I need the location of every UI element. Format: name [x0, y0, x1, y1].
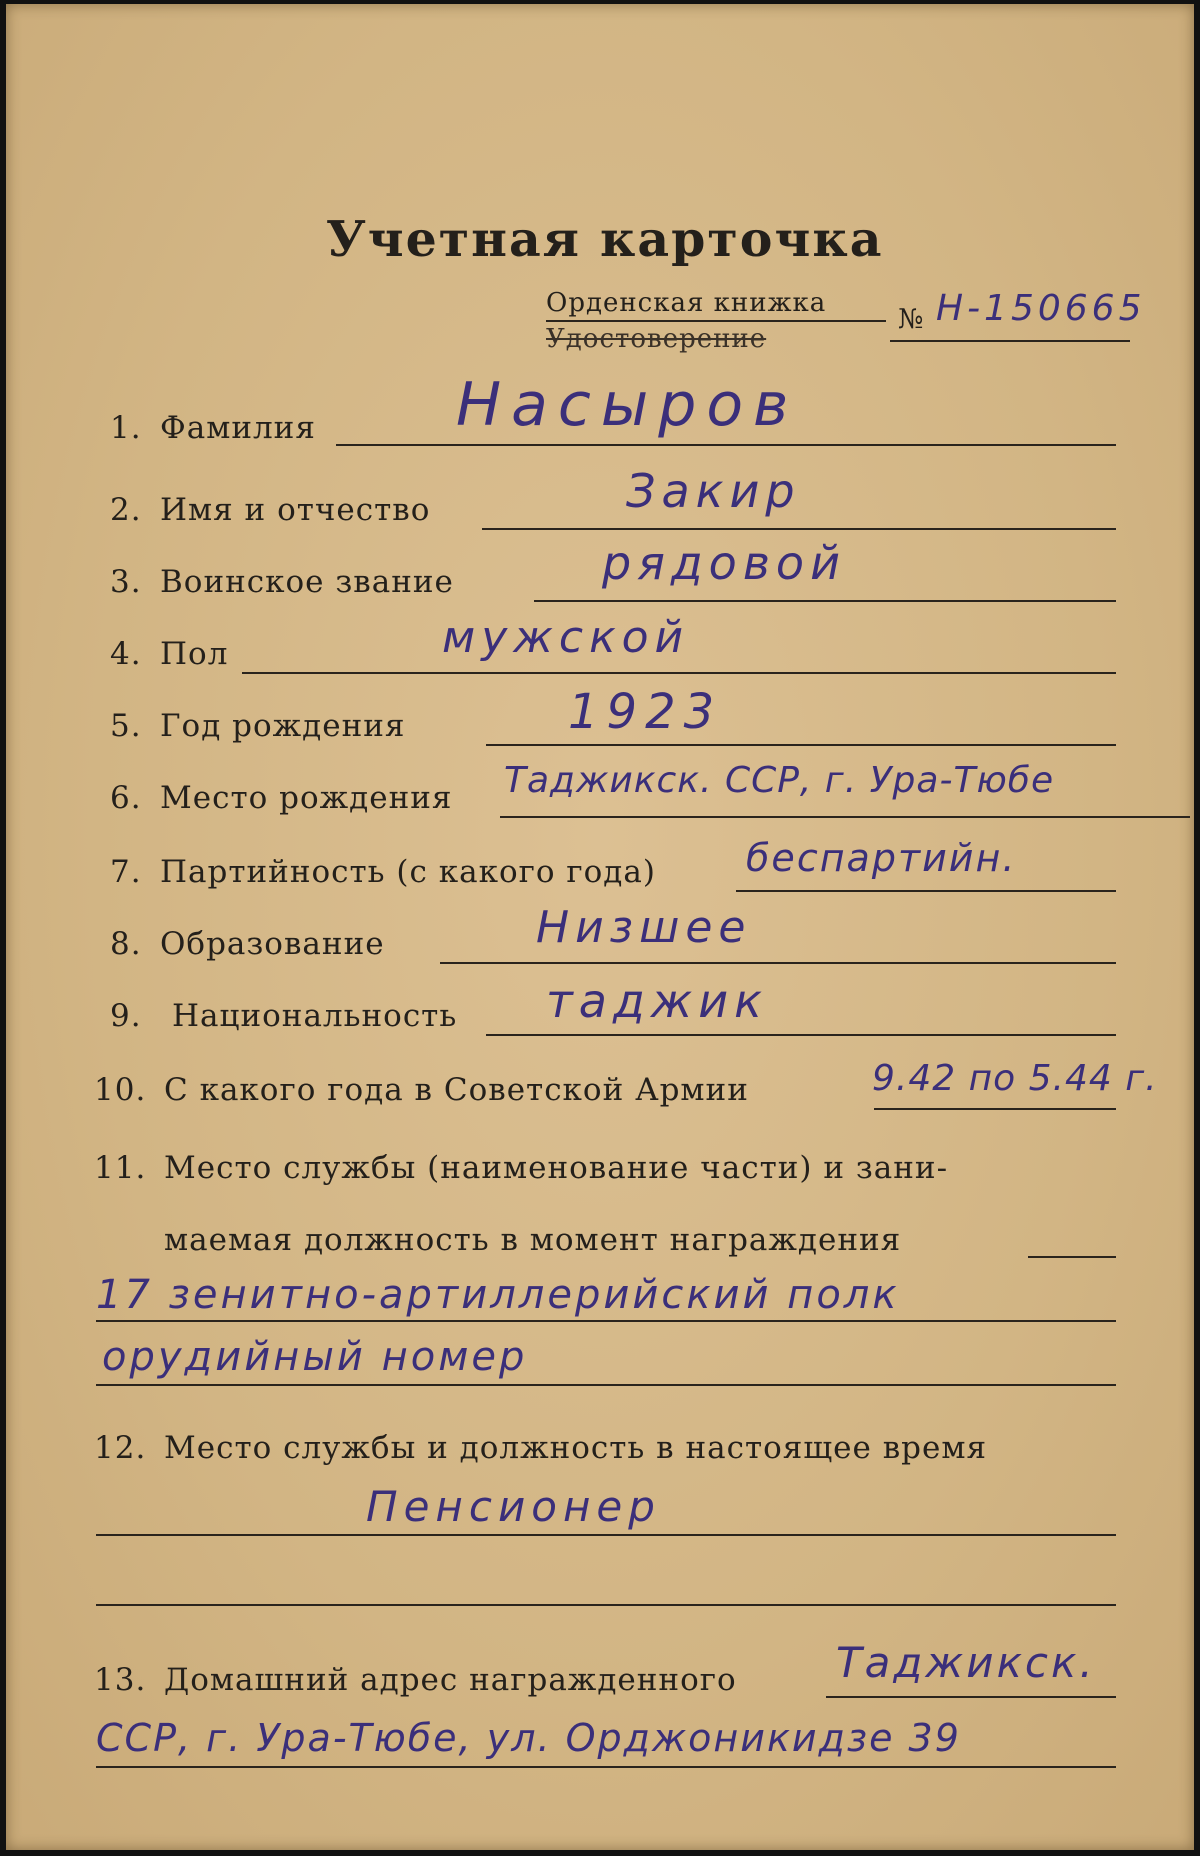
- field-num: 12.: [94, 1430, 147, 1466]
- field-value-surname: Насыров: [456, 370, 799, 440]
- field-label: Пол: [160, 636, 229, 672]
- number-underline: [890, 340, 1130, 342]
- field-underline: [1028, 1256, 1116, 1258]
- field-value-army-since: 9.42 по 5.44 г.: [872, 1058, 1158, 1099]
- field-label: Фамилия: [160, 410, 316, 446]
- field-label: Домашний адрес награжденного: [164, 1662, 737, 1698]
- field-label: Образование: [160, 926, 385, 962]
- field-underline: [96, 1766, 1116, 1768]
- field-underline: [96, 1534, 1116, 1536]
- field-label: Имя и отчество: [160, 492, 431, 528]
- booklet-underline: [546, 320, 886, 322]
- field-value-address-line1: Таджикск.: [836, 1638, 1096, 1687]
- field-num: 5.: [110, 708, 142, 744]
- field-underline: [486, 1034, 1116, 1036]
- field-num: 3.: [110, 564, 142, 600]
- field-num: 1.: [110, 410, 142, 446]
- field-label: Воинское звание: [160, 564, 454, 600]
- field-value-birth-year: 1923: [568, 684, 723, 740]
- field-underline: [96, 1604, 1116, 1606]
- field-label-line1: Место службы (наименование части) и зани-: [164, 1150, 949, 1186]
- field-value-address-line2: ССР, г. Ура-Тюбе, ул. Орджоникидзе 39: [96, 1716, 961, 1760]
- field-label: С какого года в Советской Армии: [164, 1072, 749, 1108]
- field-underline: [440, 962, 1116, 964]
- field-row-birth-place: [6, 760, 1194, 836]
- field-value-name: Закир: [626, 464, 801, 518]
- field-underline: [242, 672, 1116, 674]
- field-value-rank: рядовой: [602, 536, 846, 590]
- field-num: 10.: [94, 1072, 147, 1108]
- field-value-position: орудийный номер: [102, 1334, 528, 1380]
- field-value-party: беспартийн.: [746, 836, 1017, 880]
- field-label-line2: маемая должность в момент награждения: [164, 1222, 902, 1258]
- field-row-nationality: [6, 974, 1194, 1054]
- record-card: [6, 4, 1194, 1850]
- field-row-party: [6, 838, 1194, 908]
- field-underline: [482, 528, 1116, 530]
- field-label: Национальность: [172, 998, 458, 1034]
- field-underline: [534, 600, 1116, 602]
- field-num: 2.: [110, 492, 142, 528]
- field-num: 11.: [94, 1150, 147, 1186]
- number-sign: №: [898, 304, 924, 335]
- field-label: Партийность (с какого года): [160, 854, 656, 890]
- field-row-army-since: [6, 1058, 1194, 1128]
- field-value-current-service: Пенсионер: [366, 1482, 661, 1531]
- field-row-name: [6, 464, 1194, 544]
- field-num: 9.: [110, 998, 142, 1034]
- field-num: 7.: [110, 854, 142, 890]
- field-value-education: Низшее: [536, 902, 752, 953]
- booklet-label: Орденская книжка: [546, 288, 827, 318]
- field-row-sex: [6, 612, 1194, 690]
- field-num: 8.: [110, 926, 142, 962]
- field-row-service-at-award: [6, 1138, 1194, 1398]
- field-row-education: [6, 902, 1194, 980]
- field-label: Год рождения: [160, 708, 406, 744]
- field-value-birth-place: Таджикск. ССР, г. Ура-Тюбе: [504, 760, 1055, 801]
- field-underline: [96, 1320, 1116, 1322]
- field-underline: [826, 1696, 1116, 1698]
- field-label: Место рождения: [160, 780, 453, 816]
- field-row-rank: [6, 536, 1194, 618]
- field-num: 6.: [110, 780, 142, 816]
- field-num: 13.: [94, 1662, 147, 1698]
- field-underline: [96, 1384, 1116, 1386]
- booklet-number: Н-150665: [936, 288, 1146, 329]
- field-row-surname: [6, 370, 1194, 474]
- field-num: 4.: [110, 636, 142, 672]
- field-label: Место службы и должность в настоящее время: [164, 1430, 988, 1466]
- field-value-nationality: таджик: [546, 974, 768, 1028]
- field-value-sex: мужской: [442, 612, 690, 663]
- field-underline: [736, 890, 1116, 892]
- card-title: Учетная карточка: [326, 210, 884, 268]
- field-underline: [486, 744, 1116, 746]
- booklet-type: [546, 288, 856, 354]
- field-value-unit: 17 зенитно-артиллерийский полк: [96, 1272, 900, 1318]
- field-underline: [336, 444, 1116, 446]
- field-row-birth-year: [6, 684, 1194, 764]
- struck-label: Удостоверение: [546, 324, 767, 354]
- field-underline: [874, 1108, 1116, 1110]
- field-row-home-address: [6, 1638, 1194, 1802]
- field-row-current-service: [6, 1422, 1194, 1622]
- field-underline: [500, 816, 1190, 818]
